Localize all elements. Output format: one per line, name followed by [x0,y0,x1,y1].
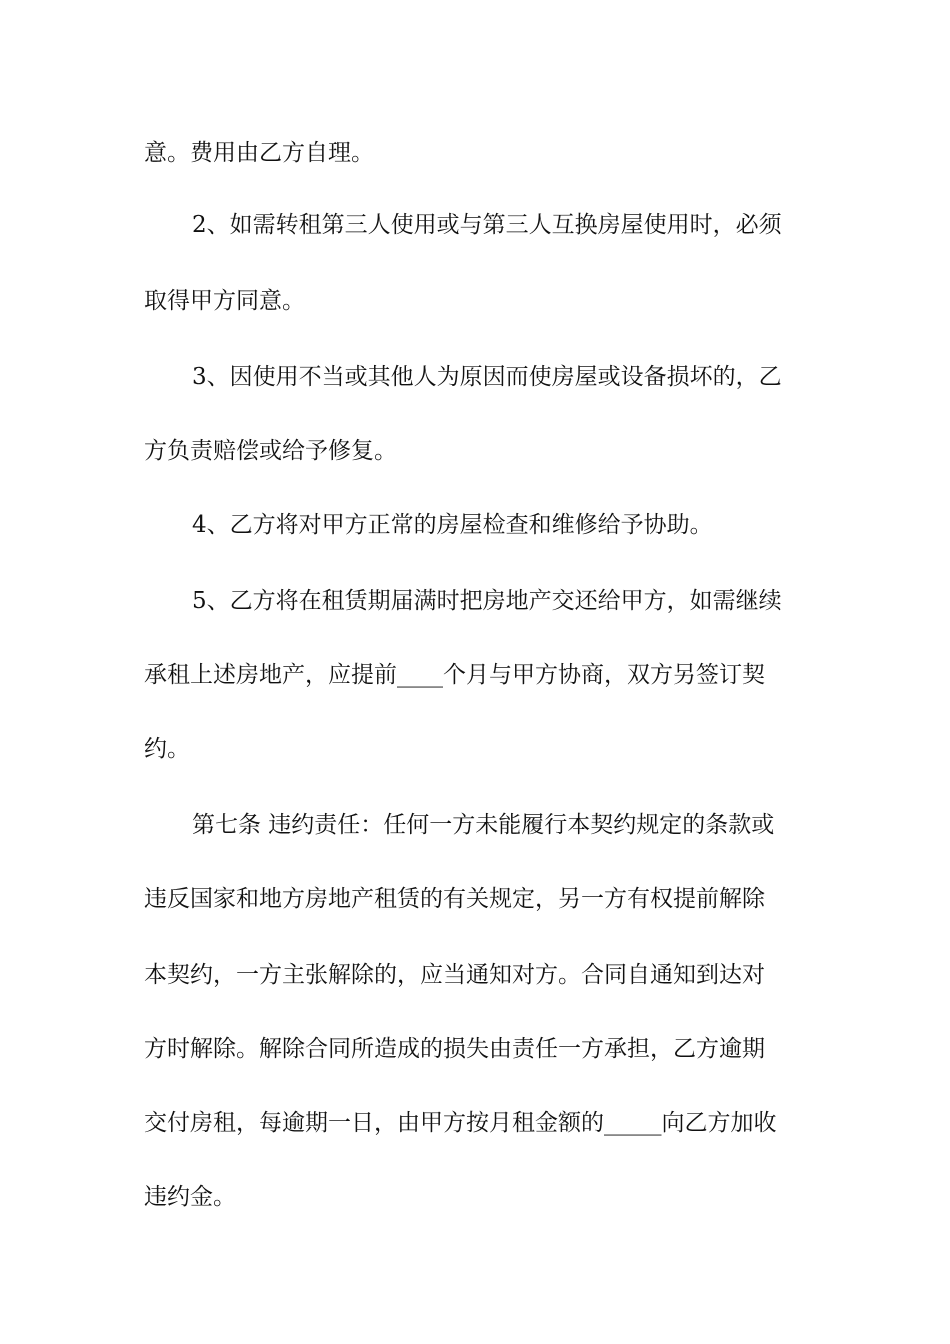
paragraph-item-2-line: 2、如需转租第三人使用或与第三人互换房屋使用时，必须 [192,212,782,238]
paragraph-item-5-line: 5、乙方将在租赁期届满时把房地产交还给甲方，如需继续 [192,588,782,614]
paragraph-item-3-line: 3、因使用不当或其他人为原因而使房屋或设备损坏的，乙 [192,364,782,390]
text-line: 方时解除。解除合同所造成的损失由责任一方承担，乙方逾期 [144,1036,765,1062]
text-line: 方负责赔偿或给予修复。 [144,438,397,464]
text-line: 约。 [144,736,190,762]
paragraph-item-4-line: 4、乙方将对甲方正常的房屋检查和维修给予协助。 [192,512,713,538]
text-line: 意。费用由乙方自理。 [144,140,374,166]
text-line: 取得甲方同意。 [144,288,305,314]
article-seven-heading-line: 第七条 违约责任：任何一方未能履行本契约规定的条款或 [192,812,775,838]
text-line: 违约金。 [144,1184,236,1210]
text-line: 违反国家和地方房地产租赁的有关规定，另一方有权提前解除 [144,886,765,912]
text-line: 本契约，一方主张解除的，应当通知对方。合同自通知到达对 [144,962,765,988]
text-line: 承租上述房地产，应提前____个月与甲方协商，双方另签订契 [144,662,765,688]
text-line: 交付房租，每逾期一日，由甲方按月租金额的_____向乙方加收 [144,1110,777,1136]
